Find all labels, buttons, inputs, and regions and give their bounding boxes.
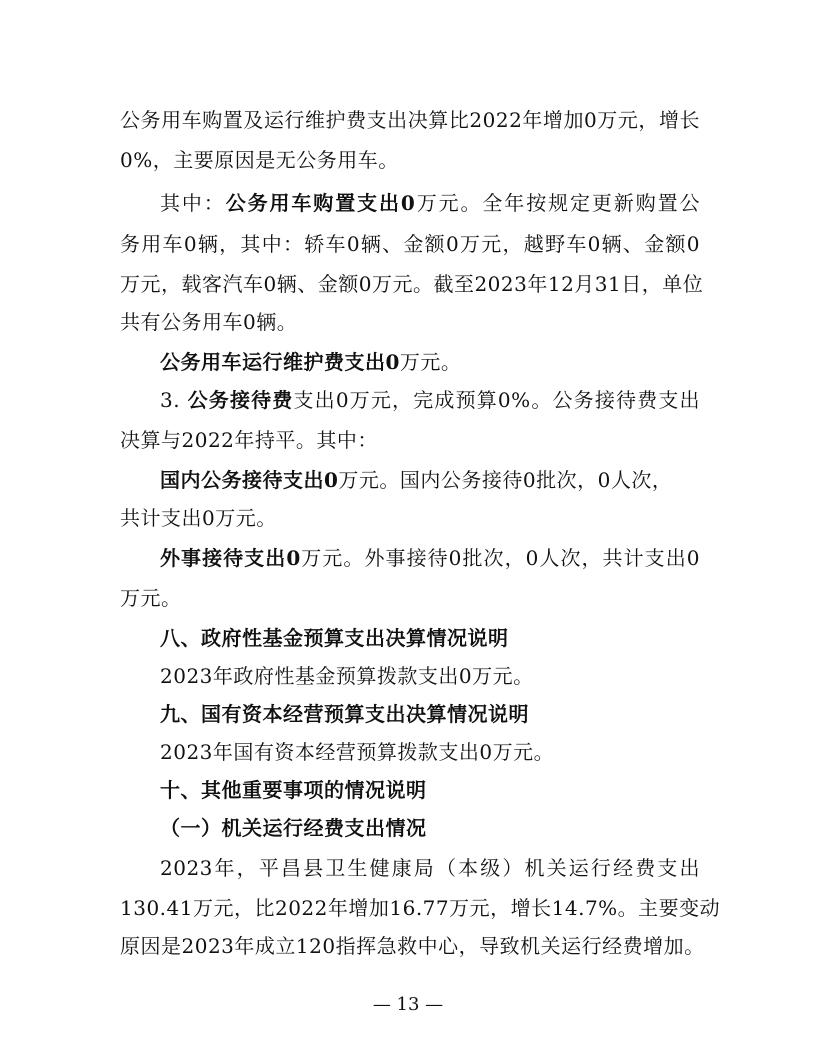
section-heading: 八、政府性基金预算支出决算情况说明 (160, 626, 509, 650)
text-line: 0%，主要原因是无公务用车。 (120, 148, 399, 172)
text-line: 务用车0辆，其中：轿车0辆、金额0万元，越野车0辆、金额0 (120, 232, 700, 256)
text-line: 万元。 (120, 586, 182, 610)
text-line: 国内公务接待支出0万元。国内公务接待0批次，0人次， (160, 468, 673, 492)
text-line: 外事接待支出0万元。外事接待0批次，0人次，共计支出0 (160, 546, 700, 570)
text-line: 公务用车运行维护费支出0万元。 (160, 350, 462, 374)
text-line: 130.41万元，比2022年增加16.77万元，增长14.7%。主要变动 (120, 896, 721, 920)
text-line: 其中：公务用车购置支出0万元。全年按规定更新购置公 (160, 191, 701, 215)
page-number: — 13 — (372, 994, 444, 1015)
subsection-heading: （一）机关运行经费支出情况 (160, 816, 427, 840)
text-line: 2023年政府性基金预算拨款支出0万元。 (160, 664, 534, 688)
text-line: 共计支出0万元。 (120, 506, 277, 530)
section-heading: 十、其他重要事项的情况说明 (160, 778, 427, 802)
text-line: 决算与2022年持平。其中： (120, 428, 378, 452)
text-line: 2023年，平昌县卫生健康局（本级）机关运行经费支出 (160, 856, 700, 880)
text-line: 原因是2023年成立120指挥急救中心，导致机关运行经费增加。 (120, 934, 705, 958)
text-line: 万元，载客汽车0辆、金额0万元。截至2023年12月31日，单位 (120, 272, 704, 296)
text-line: 3. 公务接待费支出0万元，完成预算0%。公务接待费支出 (160, 388, 701, 412)
text-line: 公务用车购置及运行维护费支出决算比2022年增加0万元，增长 (120, 108, 700, 132)
text-line: 2023年国有资本经营预算拨款支出0万元。 (160, 740, 555, 764)
text-line: 共有公务用车0辆。 (120, 310, 298, 334)
section-heading: 九、国有资本经营预算支出决算情况说明 (160, 702, 529, 726)
